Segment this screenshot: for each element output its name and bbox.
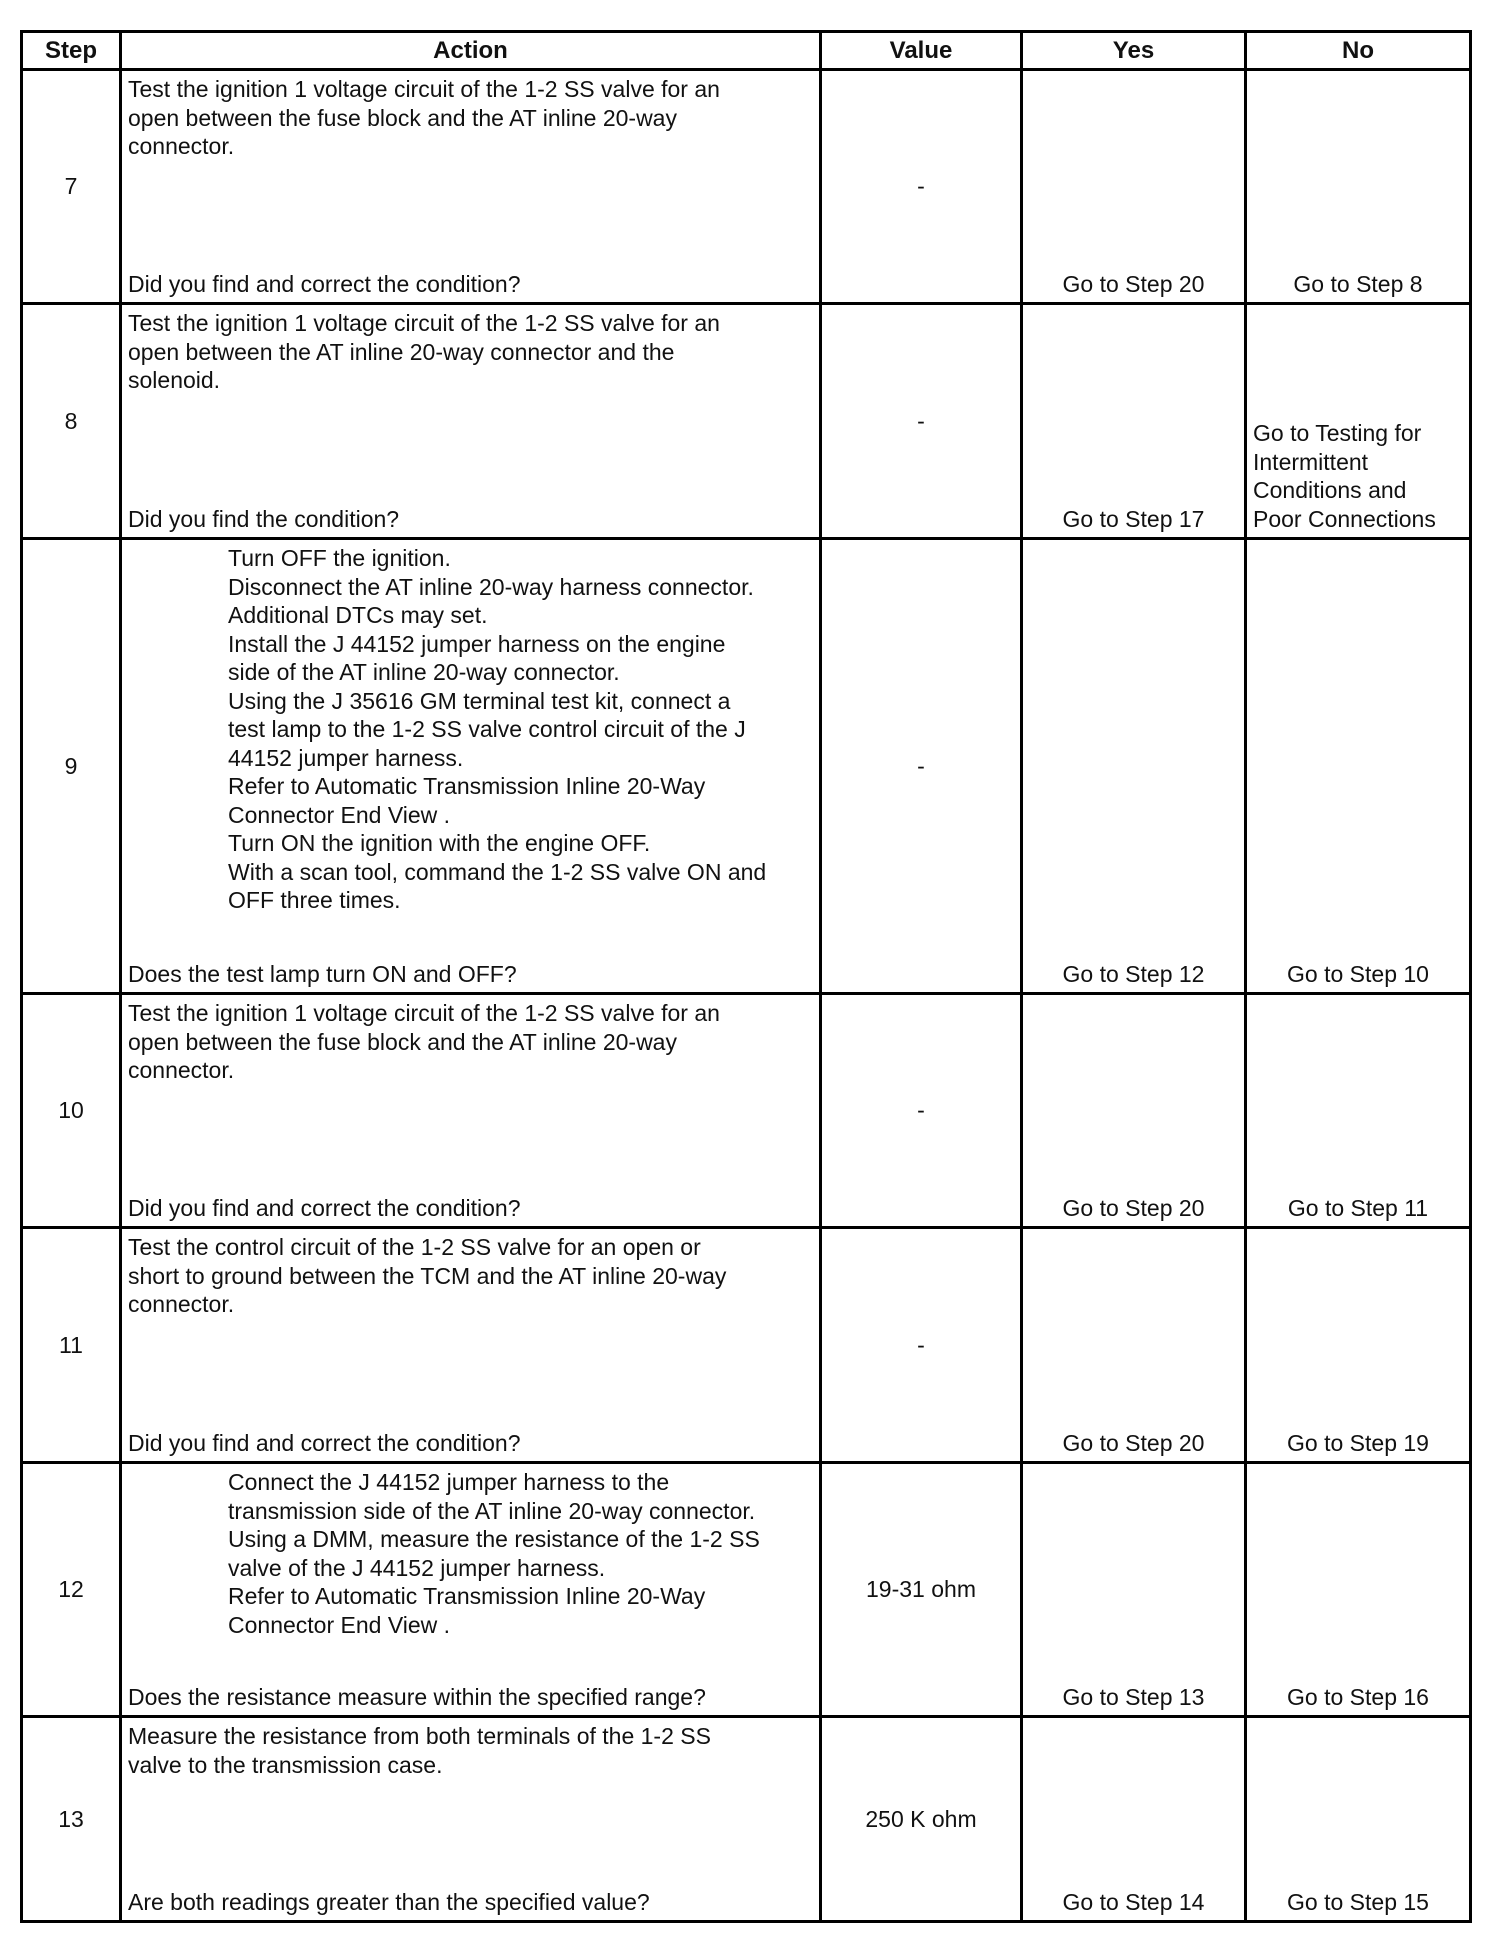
no-cell — [1246, 1463, 1471, 1717]
yes-cell — [1022, 1228, 1246, 1463]
value-cell: - — [821, 1228, 1022, 1463]
yes-cell — [1022, 1463, 1246, 1717]
table-row — [22, 70, 1471, 304]
action-line: OFF three times. — [228, 887, 401, 913]
action-line: Turn OFF the ignition. — [228, 545, 451, 571]
value-cell: - — [821, 304, 1022, 539]
diagnostic-table — [20, 30, 1472, 1923]
action-line: test lamp to the 1-2 SS valve control circuit of the J — [228, 716, 746, 742]
step-number: 8 — [22, 304, 121, 539]
header-yes: Yes — [1022, 32, 1246, 70]
yes-text: Go to Step 12 — [1062, 960, 1205, 987]
action-line: transmission side of the AT inline 20-way connector. — [228, 1497, 756, 1524]
no-line: Poor Connections — [1253, 505, 1436, 532]
action-line: Connector End View . — [228, 801, 451, 828]
action-line: Test the ignition 1 voltage circuit of the 1-2 SS valve for an — [128, 1000, 720, 1026]
action-line: Connect the J 44152 jumper harness to the — [228, 1469, 670, 1495]
value-cell: - — [821, 70, 1022, 304]
action-cell — [121, 1717, 821, 1922]
action-line: open between the fuse block and the AT inline 20-way — [128, 1028, 677, 1055]
action-line: open between the fuse block and the AT inline 20-way — [128, 104, 677, 131]
no-line: Go to Testing for — [1253, 420, 1422, 446]
yes-cell — [1022, 304, 1246, 539]
header-no: No — [1246, 32, 1471, 70]
action-question: Are both readings greater than the specified value? — [128, 1888, 650, 1915]
action-line: Using a DMM, measure the resistance of the 1-2 SS — [228, 1526, 760, 1552]
no-text: Go to Step 16 — [1287, 1683, 1429, 1710]
step-number: 10 — [22, 994, 121, 1228]
value-cell: 250 K ohm — [821, 1717, 1022, 1922]
action-line: Test the ignition 1 voltage circuit of the 1-2 SS valve for an — [128, 76, 720, 102]
no-text: Go to Step 8 — [1293, 270, 1423, 297]
yes-cell — [1022, 70, 1246, 304]
table-row — [22, 994, 1471, 1228]
table-row — [22, 1463, 1471, 1717]
action-line: connector. — [128, 133, 235, 159]
action-question: Did you find and correct the condition? — [128, 270, 521, 297]
action-question: Did you find the condition? — [128, 505, 400, 532]
action-question: Did you find and correct the condition? — [128, 1194, 521, 1221]
step-number: 12 — [22, 1463, 121, 1717]
header-row — [22, 32, 1471, 70]
action-cell — [121, 1228, 821, 1463]
action-cell — [121, 70, 821, 304]
value-cell: - — [821, 539, 1022, 994]
action-line: valve of the J 44152 jumper harness. — [228, 1554, 606, 1581]
yes-text: Go to Step 14 — [1062, 1888, 1205, 1915]
table-row — [22, 1717, 1471, 1922]
no-text: Go to Step 10 — [1287, 960, 1429, 987]
action-line: Additional DTCs may set. — [228, 602, 488, 628]
header-step: Step — [22, 32, 121, 70]
action-cell — [121, 304, 821, 539]
step-number: 13 — [22, 1717, 121, 1922]
no-cell — [1246, 539, 1471, 994]
action-line: 44152 jumper harness. — [228, 744, 464, 771]
action-line: Test the control circuit of the 1-2 SS valve for an open or — [128, 1234, 701, 1260]
yes-cell — [1022, 1717, 1246, 1922]
step-number: 7 — [22, 70, 121, 304]
yes-cell — [1022, 994, 1246, 1228]
action-line: Test the ignition 1 voltage circuit of the 1-2 SS valve for an — [128, 310, 720, 336]
action-line: solenoid. — [128, 367, 221, 393]
yes-cell — [1022, 539, 1246, 994]
no-text: Go to Step 11 — [1287, 1194, 1429, 1221]
action-line: Refer to Automatic Transmission Inline 20-Way — [228, 1583, 706, 1609]
header-action: Action — [121, 32, 821, 70]
action-line: side of the AT inline 20-way connector. — [228, 659, 620, 685]
value-cell: 19-31 ohm — [821, 1463, 1022, 1717]
table-row — [22, 539, 1471, 994]
step-number: 11 — [22, 1228, 121, 1463]
action-cell — [121, 539, 821, 994]
action-question: Does the test lamp turn ON and OFF? — [128, 960, 517, 987]
yes-text: Go to Step 20 — [1062, 1194, 1205, 1221]
action-line: With a scan tool, command the 1-2 SS valve ON and — [228, 858, 767, 885]
action-line: connector. — [128, 1291, 235, 1317]
no-cell — [1246, 994, 1471, 1228]
yes-text: Go to Step 17 — [1062, 505, 1205, 532]
no-line: Conditions and — [1253, 477, 1407, 503]
action-line: open between the AT inline 20-way connector and the — [128, 338, 675, 365]
action-line: Install the J 44152 jumper harness on the engine — [228, 630, 726, 657]
no-cell — [1246, 304, 1471, 539]
action-line: Refer to Automatic Transmission Inline 20-Way — [228, 773, 706, 799]
value-cell: - — [821, 994, 1022, 1228]
yes-text: Go to Step 20 — [1062, 1429, 1205, 1456]
no-cell — [1246, 1717, 1471, 1922]
table-row — [22, 1228, 1471, 1463]
action-question: Does the resistance measure within the specified range? — [128, 1683, 706, 1710]
action-line: Using the J 35616 GM terminal test kit, connect a — [228, 687, 731, 714]
no-text: Go to Step 19 — [1287, 1429, 1429, 1456]
action-line: Measure the resistance from both terminals of the 1-2 SS — [128, 1723, 711, 1749]
yes-text: Go to Step 20 — [1062, 270, 1205, 297]
header-value: Value — [821, 32, 1022, 70]
action-question: Did you find and correct the condition? — [128, 1429, 521, 1456]
no-text — [1253, 419, 1465, 533]
action-line: connector. — [128, 1057, 235, 1083]
no-text: Go to Step 15 — [1287, 1888, 1429, 1915]
action-line: short to ground between the TCM and the AT inline 20-way — [128, 1262, 727, 1289]
table-row — [22, 304, 1471, 539]
no-line: Intermittent — [1253, 448, 1369, 475]
yes-text: Go to Step 13 — [1062, 1683, 1205, 1710]
action-line: valve to the transmission case. — [128, 1751, 443, 1778]
no-cell — [1246, 1228, 1471, 1463]
action-line: Turn ON the ignition with the engine OFF. — [228, 830, 651, 856]
action-cell — [121, 1463, 821, 1717]
action-cell — [121, 994, 821, 1228]
action-line: Connector End View . — [228, 1611, 451, 1638]
no-cell — [1246, 70, 1471, 304]
step-number: 9 — [22, 539, 121, 994]
action-line: Disconnect the AT inline 20-way harness connector. — [228, 573, 754, 600]
